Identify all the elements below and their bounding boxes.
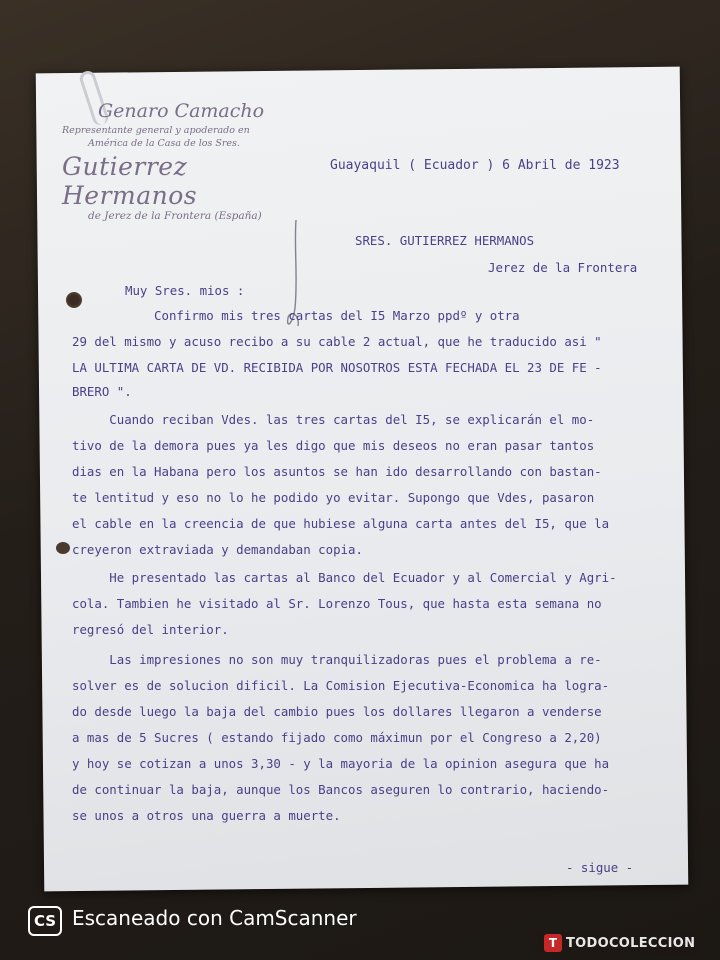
body-line: a mas de 5 Sucres ( estando fijado como máximun por el Congreso a 2,20)	[72, 730, 602, 745]
todocoleccion-watermark	[538, 932, 701, 954]
body-line: do desde luego la baja del cambio pues los dollares llegaron a venderse	[72, 704, 602, 719]
body-line: creyeron extraviada y demandaban copia.	[72, 542, 363, 557]
body-line: y hoy se cotizan a unos 3,30 - y la mayoria de la opinion asegura que ha	[72, 756, 610, 771]
body-line: cola. Tambien he visitado al Sr. Lorenzo Tous, que hasta esta semana no	[72, 596, 602, 611]
letter-city: Jerez de la Frontera	[488, 260, 638, 275]
camscanner-logo-icon: CS	[28, 906, 62, 936]
body-line: tivo de la demora pues ya les digo que mis deseos no eran pasar tantos	[72, 438, 595, 453]
letterhead	[62, 100, 312, 222]
letterhead-role-line-2: América de la Casa de los Sres.	[88, 138, 240, 149]
letter-salutation: Muy Sres. mios :	[125, 283, 245, 298]
body-line: LA ULTIMA CARTA DE VD. RECIBIDA POR NOSOTROS ESTA FECHADA EL 23 DE FE -	[72, 360, 602, 375]
todocoleccion-logo-icon: T	[544, 934, 562, 952]
body-line: de continuar la baja, aunque los Bancos aseguren lo contrario, haciendo-	[72, 782, 610, 797]
letterhead-role-line-1: Representante general y apoderado en	[62, 125, 250, 136]
body-line: dias en la Habana pero los asuntos se han ido desarrollando con bastan-	[72, 464, 602, 479]
body-line: He presentado las cartas al Banco del Ecuador y al Comercial y Agri-	[72, 570, 617, 585]
letterhead-town: de Jerez de la Frontera (España)	[88, 210, 262, 222]
body-line: te lentitud y eso no lo he podido yo evitar. Supongo que Vdes, pasaron	[72, 490, 595, 505]
body-line: Confirmo mis tres cartas del I5 Marzo ppdº y otra	[72, 308, 520, 323]
body-line: Cuando reciban Vdes. las tres cartas del I5, se explicarán el mo-	[72, 412, 595, 427]
body-line: 29 del mismo y acuso recibo a su cable 2 actual, que he traducido asi "	[72, 334, 602, 349]
letterhead-firm: Gutierrez Hermanos	[62, 152, 198, 210]
body-line: el cable en la creencia de que hubiese alguna carta antes del I5, que la	[72, 516, 610, 531]
body-line: BRERO ".	[72, 384, 132, 399]
todocoleccion-watermark-text: TODOCOLECCION	[566, 935, 696, 951]
body-line: se unos a otros una guerra a muerte.	[72, 808, 341, 823]
camscanner-watermark-text: Escaneado con CamScanner	[72, 906, 357, 930]
body-line: solver es de solucion dificil. La Comision Ejecutiva-Economica ha logra-	[72, 678, 610, 693]
letterhead-name: Genaro Camacho	[98, 100, 265, 122]
continuation-note: - sigue -	[566, 860, 634, 875]
body-line: regresó del interior.	[72, 622, 229, 637]
letter-recipient: SRES. GUTIERREZ HERMANOS	[355, 233, 535, 248]
letter-date: Guayaquil ( Ecuador ) 6 Abril de 1923	[330, 158, 620, 173]
body-line: Las impresiones no son muy tranquilizadoras pues el problema a re-	[72, 652, 602, 667]
ink-stain	[56, 542, 70, 554]
